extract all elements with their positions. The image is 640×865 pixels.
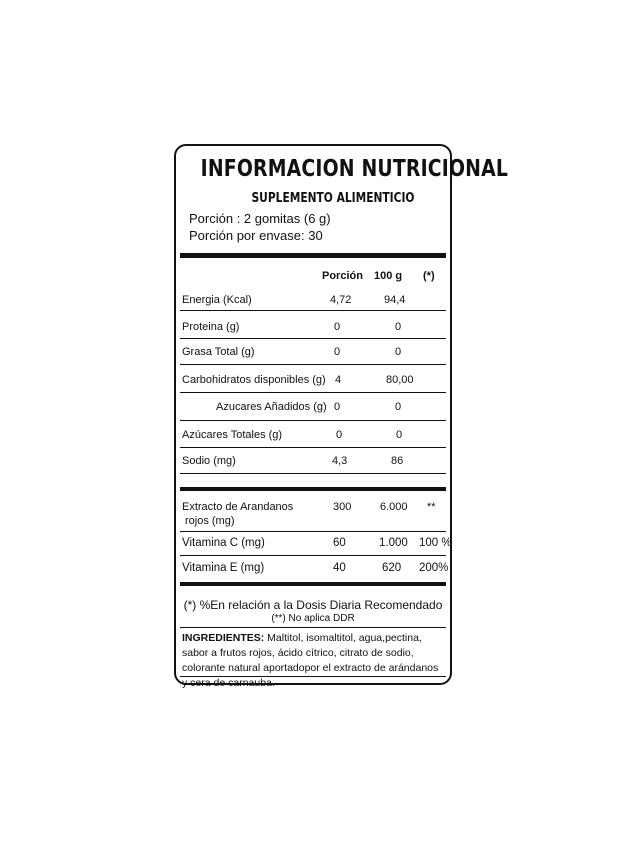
- supplement-name: Vitamina E (mg): [182, 562, 265, 574]
- nutrient-portion: 0: [336, 429, 343, 441]
- bottom-rule: [180, 676, 446, 677]
- ingredients-text: Maltitol, isomaltitol, agua,pectina, sabor a frutos rojos, ácido cítrico, citrato de sodio, colorante natural aportadopor el extracto de arándanos y cera de carnauba.: [182, 632, 439, 689]
- nutrient-per100: 0: [395, 401, 402, 413]
- footnote-dv: (*) %En relación a la Dosis Diaria Recomendado: [183, 598, 443, 612]
- nutrient-per100: 94,4: [384, 294, 406, 306]
- supplement-dv: **: [427, 501, 436, 513]
- header-dv: (*): [423, 270, 435, 282]
- nutrient-per100: 86: [391, 455, 404, 467]
- thick-divider-top: [180, 253, 446, 258]
- supplement-name: Extracto de Arandanos: [182, 501, 294, 513]
- row-divider: [180, 392, 446, 393]
- row-divider: [180, 473, 446, 474]
- nutrient-name: Carbohidratos disponibles (g): [182, 374, 326, 386]
- label-title: INFORMACION NUTRICIONAL: [200, 156, 509, 182]
- serving-size: Porción : 2 gomitas (6 g): [189, 211, 331, 226]
- footnote-not-applicable: (**) No aplica DDR: [271, 613, 355, 624]
- ingredients-divider: [180, 627, 446, 628]
- nutrient-portion: 4,72: [330, 294, 352, 306]
- row-divider: [180, 310, 446, 311]
- row-divider: [180, 555, 446, 556]
- nutrition-label: [174, 144, 509, 689]
- nutrient-per100: 0: [395, 346, 402, 358]
- nutrient-name: Azucares Añadidos (g): [216, 401, 327, 413]
- row-divider: [180, 364, 446, 365]
- row-divider: [180, 531, 446, 532]
- nutrient-name: Energia (Kcal): [182, 294, 252, 306]
- nutrient-name: Grasa Total (g): [182, 346, 255, 358]
- nutrient-per100: 80,00: [386, 374, 414, 386]
- nutrient-portion: 0: [334, 346, 341, 358]
- header-per100: 100 g: [374, 270, 403, 282]
- nutrient-portion: 0: [334, 401, 341, 413]
- header-portion: Porción: [322, 270, 363, 282]
- nutrient-portion: 4,3: [332, 455, 348, 467]
- supplement-per100: 6.000: [380, 501, 408, 513]
- nutrient-name: Proteina (g): [182, 321, 240, 333]
- supplement-portion: 40: [333, 562, 346, 574]
- nutrient-per100: 0: [396, 429, 403, 441]
- nutrient-portion: 4: [335, 374, 342, 386]
- nutrient-name: Azúcares Totales (g): [182, 429, 283, 441]
- nutrient-per100: 0: [395, 321, 402, 333]
- row-divider: [180, 338, 446, 339]
- supplement-name-continued: rojos (mg): [185, 515, 235, 527]
- ingredients-label: INGREDIENTES:: [182, 632, 265, 644]
- thick-divider-middle: [180, 487, 446, 491]
- supplement-per100: 1.000: [379, 537, 408, 549]
- row-divider: [180, 420, 446, 421]
- supplement-portion: 300: [333, 501, 352, 513]
- supplement-name: Vitamina C (mg): [182, 537, 265, 549]
- thick-divider-bottom: [180, 582, 446, 586]
- supplement-portion: 60: [333, 537, 346, 549]
- row-divider: [180, 447, 446, 448]
- servings-per-container: Porción por envase: 30: [189, 228, 323, 243]
- nutrient-name: Sodio (mg): [182, 455, 236, 467]
- label-subtitle: SUPLEMENTO ALIMENTICIO: [251, 191, 415, 206]
- nutrient-portion: 0: [334, 321, 341, 333]
- supplement-per100: 620: [382, 562, 402, 574]
- supplement-dv: 100 %: [419, 537, 452, 549]
- ingredients-block: [182, 631, 446, 691]
- supplement-dv: 200%: [419, 562, 449, 574]
